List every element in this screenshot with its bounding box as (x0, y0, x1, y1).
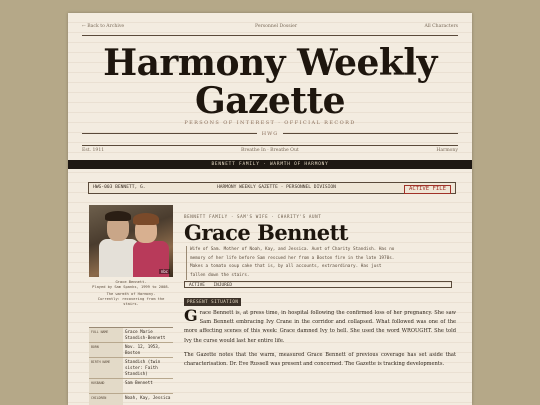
status-bar (184, 281, 452, 288)
dateline-left: Est. 1911 (82, 148, 105, 153)
masthead-line-2: Gazette (194, 80, 346, 122)
subject-name: Grace Bennett (184, 220, 348, 245)
subject-description: Wife of Sam. Mother of Noah, Kay, and Jessica. Aunt of Charity Standish. Has no memory of her life before Sam rescued her from a Boston fire in the late 1970s. Makes a tomato soup cake that is, by all accounts, extraordinary. Has just fallen down the stairs. (186, 246, 395, 280)
caption-note: The warmth of Harmony. (106, 292, 156, 296)
fact-value: Sam Bennett (125, 380, 153, 385)
dateline-right: Harmony (436, 148, 458, 153)
fact-row (89, 328, 173, 343)
back-to-archive-link[interactable]: ← Back to Archive (82, 24, 125, 29)
caption-current: Currently: recovering from the stairs. (97, 297, 165, 306)
fact-row (89, 358, 173, 379)
dateline-rule (82, 145, 458, 146)
file-division: HARMONY WEEKLY GAZETTE · PERSONNEL DIVISION (217, 185, 336, 190)
drop-cap: G (184, 306, 198, 325)
nav-rule (82, 35, 458, 36)
subject-kicker: BENNETT FAMILY · SAM'S WIFE · CHARITY'S AUNT (184, 214, 322, 219)
fact-value: Noah, Kay, Jessica (125, 395, 171, 400)
file-id: HWG-003 BENNETT, G. (93, 185, 146, 190)
status-tag-injured: INJURED (213, 283, 233, 288)
file-header-bar (88, 182, 456, 194)
dateline (82, 148, 458, 156)
section-label: PRESENT SITUATION (184, 298, 241, 306)
dateline-center: Breathe In · Breathe Out (241, 148, 299, 153)
all-characters-link[interactable]: All Characters (424, 24, 458, 29)
fact-key: CHILDREN (89, 394, 123, 405)
photo-caption (89, 280, 173, 307)
facts-table (89, 327, 173, 405)
status-tag-active: ACTIVE (189, 283, 205, 288)
fact-key: HUSBAND (89, 379, 123, 393)
fact-key: FULL NAME (89, 328, 123, 342)
nav-title: Personnel Dossier (255, 24, 298, 29)
caption-name: Grace Bennett. (115, 280, 147, 284)
network-logo: nbc (160, 269, 168, 274)
caption-actor: Played by Sam Spanks, 1999 to 2008. (92, 285, 170, 289)
section-banner: BENNETT FAMILY · WARMTH OF HARMONY (68, 160, 472, 169)
article-body (184, 306, 456, 374)
paragraph-1-text: race Bennett is, at press time, in hospital following the confirmed loss of her pregnancy. She saw Sam Bennett embracing Ivy Crane in the corridor and collapsed. What followed was one of the more affecting scenes of this week: Grace damned Ivy to hell. She used the word WROUGHT. She told Ivy the curse would last her entire life. (184, 310, 456, 344)
article-paragraph-1 (184, 306, 456, 346)
active-file-badge: ACTIVE FILE (404, 185, 451, 194)
fact-row (89, 343, 173, 358)
article-paragraph-2: The Gazette notes that the warm, measured Grace Bennett of previous coverage has set aside that characterisation. Dr. Eve Russell was present and concerned. The Gazette is tracking developments. (184, 351, 456, 368)
masthead-line-1: Harmony Weekly (103, 42, 437, 84)
fact-value: Nov. 12, 1953, Boston (125, 344, 161, 355)
seal-wrap (68, 131, 472, 137)
fact-value: Standish (twin sister: Faith Standish) (125, 359, 161, 376)
top-nav (82, 24, 458, 32)
masthead-tagline: PERSONS OF INTEREST · OFFICIAL RECORD (184, 120, 356, 126)
fact-row (89, 394, 173, 405)
fact-value: Grace Marie Standish-Bennett (125, 329, 166, 340)
character-photo (89, 205, 173, 277)
fact-key: BORN (89, 343, 123, 357)
fact-row (89, 379, 173, 394)
dossier-page (68, 13, 472, 405)
fact-key: BIRTH NAME (89, 358, 123, 378)
masthead-seal: HWG (257, 131, 284, 137)
